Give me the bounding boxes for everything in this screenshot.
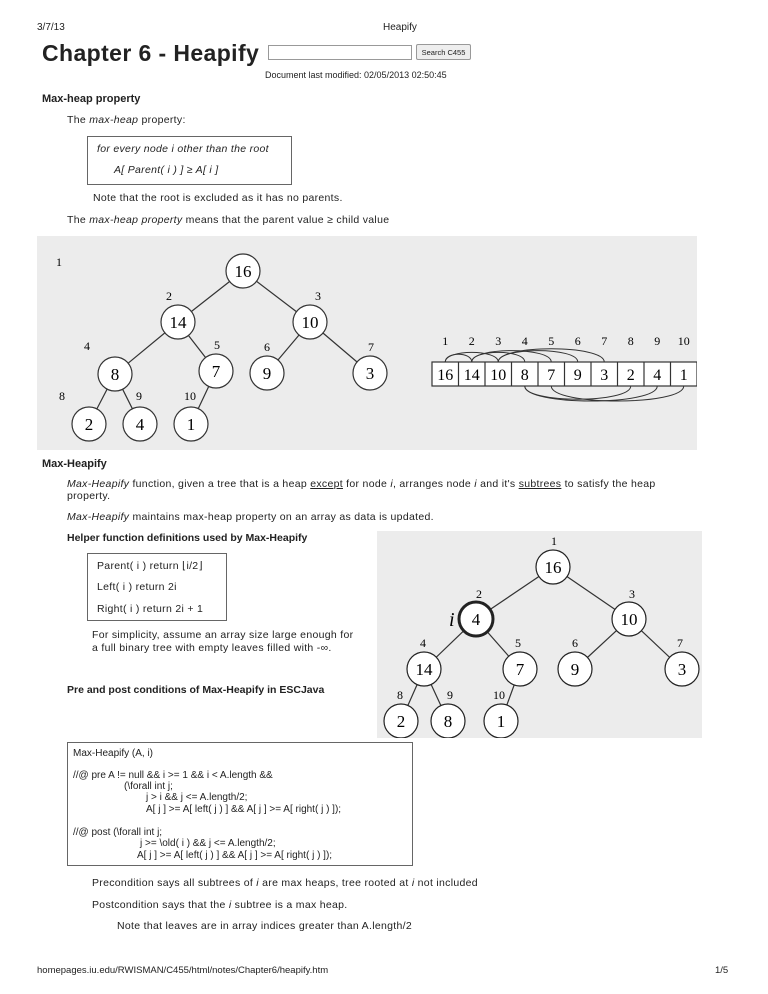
intro-post: property:: [138, 114, 186, 126]
post-i: i: [228, 899, 232, 911]
tree2-node-index: 6: [572, 636, 578, 650]
tree1-node-index: 7: [368, 340, 374, 354]
property-line-1: for every node i other than the root: [97, 143, 269, 155]
array-index-5: 5: [548, 334, 555, 348]
tree2-node-value: 8: [443, 712, 453, 731]
tree2-node-value: 16: [544, 558, 562, 577]
array-arc: [498, 351, 578, 362]
heading-max-heapify: Max-Heapify: [42, 458, 107, 470]
tree2-node-value: 9: [570, 660, 580, 679]
escjava-code-box: [67, 742, 413, 866]
pre-i: i: [256, 877, 259, 889]
tree1-node-value: 10: [301, 313, 319, 332]
array-index-4: 4: [521, 334, 528, 348]
array-cell-10: 1: [679, 367, 688, 384]
tree2-node-index: 3: [629, 587, 635, 601]
root-note: Note that the root is excluded as it has no parents.: [93, 192, 343, 204]
p1-a: function, given a tree that is a heap: [129, 478, 311, 490]
prop-em: max-heap property: [89, 214, 183, 226]
array-index-2: 2: [468, 334, 475, 348]
tree1-node-value: 16: [234, 262, 252, 281]
array-index-10: 10: [677, 334, 690, 348]
max-heapify-maintains: [67, 511, 434, 523]
pre-b: are max heaps, tree rooted at: [258, 877, 412, 889]
array-index-8: 8: [627, 334, 634, 348]
simplicity-2: a full binary tree with empty leaves filled with -∞.: [92, 642, 332, 654]
p1-b: for node: [342, 478, 391, 490]
p1-em: Max-Heapify: [67, 478, 130, 490]
tree2-node-index: 9: [447, 688, 453, 702]
tree1-node-index: 5: [214, 338, 220, 352]
array-index-6: 6: [574, 334, 581, 348]
intro-em: max-heap: [89, 114, 139, 126]
array-cell-1: 16: [437, 367, 454, 384]
except-link[interactable]: except: [310, 478, 343, 490]
prop-post: means that the parent value ≥ child value: [182, 214, 390, 226]
helper-left: Left( i ) return 2i: [97, 581, 177, 593]
helper-parent: Parent( i ) return ⌊i/2⌋: [97, 560, 203, 572]
prop-pre: The: [67, 214, 90, 226]
tree1-node-value: 7: [211, 362, 221, 381]
code-post-line2: j >= \old( i ) && j <= A.length/2;: [140, 838, 276, 849]
heading-pre-post-conditions: Pre and post conditions of Max-Heapify in ESCJava: [67, 684, 325, 696]
search-button[interactable]: Search C455: [416, 44, 471, 60]
code-post-line3: A[ j ] >= A[ left( j ) ] && A[ j ] >= A[ right( j ) ]);: [137, 850, 333, 861]
tree2-node-index: 1: [551, 534, 557, 548]
code-signature: Max-Heapify (A, i): [73, 748, 154, 759]
tree2-node-index: 5: [515, 636, 521, 650]
tree1-node-index: 2: [166, 289, 172, 303]
tree1-node-value: 14: [169, 313, 187, 332]
helper-functions-box: [87, 553, 227, 621]
p1-i: i: [390, 478, 393, 490]
post-b: subtree is a max heap.: [231, 899, 348, 911]
p1-c: , arranges node: [392, 478, 475, 490]
tree2-node-index: 7: [677, 636, 683, 650]
code-pre-line3-text: j > i && j <= A.length/2;: [146, 792, 248, 803]
print-date: 3/7/13: [37, 22, 65, 33]
page-title: Chapter 6 - Heapify: [42, 40, 260, 66]
tree1-node-index: 8: [59, 389, 65, 403]
tree2-node-value: 3: [677, 660, 687, 679]
pre-i2: i: [411, 877, 415, 889]
tree2-node-index: 10: [493, 688, 505, 702]
figure-heapify-tree: [377, 531, 702, 738]
tree1-node-value: 2: [84, 415, 94, 434]
tree1-node-value: 9: [262, 364, 272, 383]
tree2-node-value: 7: [515, 660, 525, 679]
intro-pre: The: [67, 114, 90, 126]
tree2-node-value: 2: [396, 712, 406, 731]
print-title: Heapify: [383, 22, 417, 33]
array-index-3: 3: [495, 334, 502, 348]
figure-heap-tree-and-array: [37, 236, 697, 450]
array-cell-6: 9: [573, 367, 582, 384]
array-cell-9: 4: [653, 367, 662, 384]
tree1-node-value: 8: [110, 365, 120, 384]
property-box: [87, 136, 292, 185]
heading-max-heap-property: Max-heap property: [42, 93, 141, 105]
last-modified: Document last modified: 02/05/2013 02:50:45: [265, 70, 447, 80]
tree2-edges: [401, 567, 682, 721]
p1-d: and it's: [476, 478, 519, 490]
tree1-node-value: 3: [365, 364, 375, 383]
property-line-2: A[ Parent( i ) ] ≥ A[ i ]: [114, 164, 219, 176]
simplicity-1: For simplicity, assume an array size large enough for: [92, 629, 354, 641]
max-heap-intro: [67, 114, 186, 126]
max-heapify-description: [67, 478, 707, 502]
array-index-1: 1: [442, 334, 449, 348]
array-cell-5: 7: [547, 367, 556, 384]
tree2-node-value: 1: [496, 712, 506, 731]
max-heap-property-meaning: [67, 214, 389, 226]
p1-e: to satisfy the heap: [561, 478, 656, 490]
pre-c: not included: [414, 877, 478, 889]
tree1-node-index: 10: [184, 389, 196, 403]
array-index-7: 7: [601, 334, 608, 348]
p1-line2: property.: [67, 490, 111, 502]
tree1-node-index: 9: [136, 389, 142, 403]
code-pre-line4: A[ j ] >= A[ left( j ) ] && A[ j ] >= A[ right( j ) ]);: [146, 804, 342, 815]
array-arc: [525, 386, 631, 399]
array-cell-4: 8: [520, 367, 529, 384]
search-input[interactable]: [268, 45, 412, 60]
array-arc: [445, 354, 472, 362]
p2-rest: maintains max-heap property on an array as data is updated.: [129, 511, 434, 523]
tree1-node-value: 4: [135, 415, 145, 434]
p2-em: Max-Heapify: [67, 511, 130, 523]
tree1-node-value: 1: [186, 415, 196, 434]
array-cell-3: 10: [490, 367, 507, 384]
tree1-node-index: 6: [264, 340, 270, 354]
array-arc: [472, 351, 552, 362]
node-i-marker: i: [449, 609, 455, 631]
simplicity-note: [92, 629, 353, 655]
pre-a: Precondition says all subtrees of: [92, 877, 257, 889]
array-cell-2: 14: [463, 367, 480, 384]
tree1-node-index: 3: [315, 289, 321, 303]
tree1-node-index: 1: [56, 255, 62, 269]
code-pre-line1: //@ pre A != null && i >= 1 && i < A.length &&: [73, 770, 273, 781]
leaves-note: Note that leaves are in array indices greater than A.length/2: [117, 920, 412, 932]
p1-i2: i: [474, 478, 477, 490]
footer-url[interactable]: homepages.iu.edu/RWISMAN/C455/html/notes/Chapter6/heapify.htm: [37, 965, 329, 976]
tree2-node-value: 14: [415, 660, 433, 679]
subtrees-link[interactable]: subtrees: [518, 478, 562, 490]
precondition-note: [92, 877, 478, 889]
tree1-edges: [89, 271, 370, 424]
code-pre-line2: (\forall int j;: [124, 781, 173, 792]
heading-helper-functions: Helper function definitions used by Max-Heapify: [67, 532, 308, 544]
code-post-line1: //@ post (\forall int j;: [73, 827, 163, 838]
code-pre-line3: [146, 792, 247, 804]
postcondition-note: [92, 899, 348, 911]
footer-page-number: 1/5: [715, 965, 729, 976]
tree2-node-value: 10: [620, 610, 638, 629]
post-a: Postcondition says that the: [92, 899, 229, 911]
tree2-node-index: 4: [420, 636, 426, 650]
tree1-node-index: 4: [84, 339, 90, 353]
array-cell-8: 2: [626, 367, 635, 384]
tree2-node-index: 8: [397, 688, 403, 702]
tree2-node-index: 2: [476, 587, 482, 601]
helper-right: Right( i ) return 2i + 1: [97, 603, 204, 615]
array-index-9: 9: [654, 334, 661, 348]
tree2-node-value: 4: [471, 610, 481, 629]
array-cell-7: 3: [600, 367, 609, 384]
